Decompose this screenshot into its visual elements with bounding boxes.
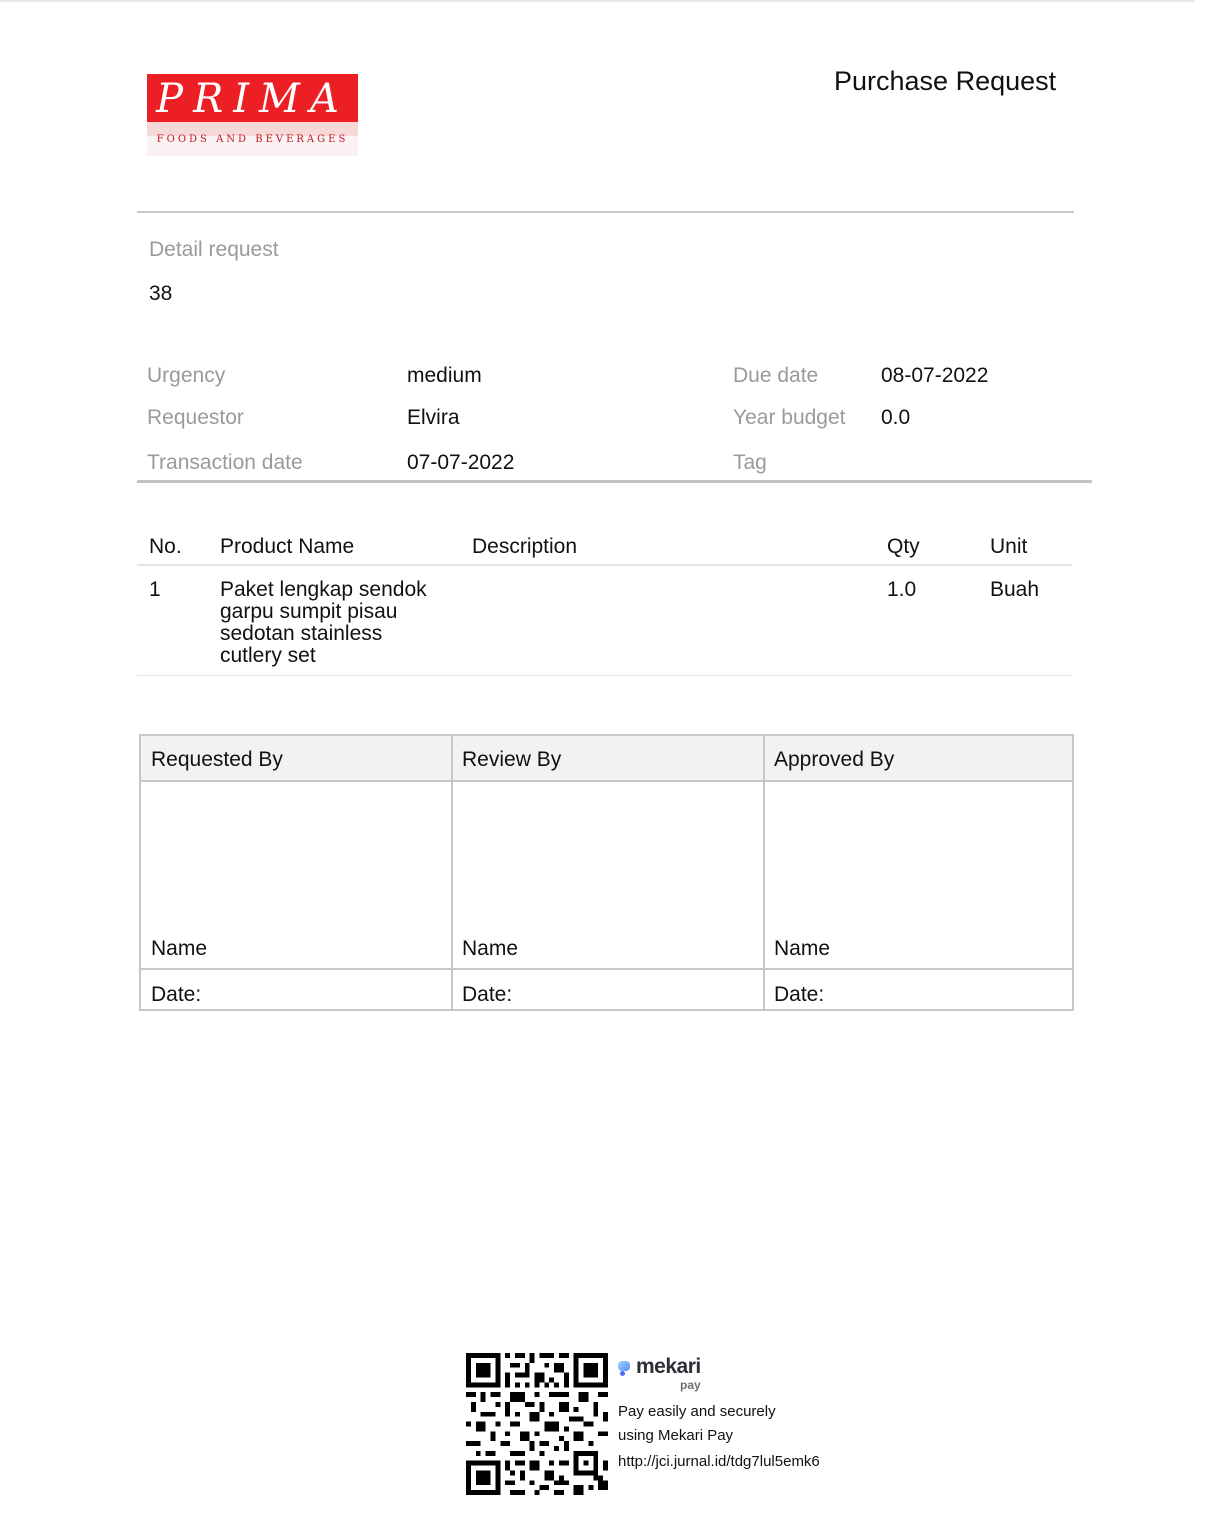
year-budget-label: Year budget [733,406,846,429]
top-border [0,0,1195,2]
logo-text: PRIMA [156,76,349,122]
column-header-product-name: Product Name [220,535,355,558]
signature-date-divider [141,968,1072,970]
tag-label: Tag [733,451,767,474]
mekari-pay-logo [618,1357,718,1393]
signature-table [139,734,1074,1011]
detail-request-value: 38 [149,282,173,305]
column-header-no: No. [149,535,182,558]
requestor-label: Requestor [147,406,244,429]
due-date-value: 08-07-2022 [881,364,989,387]
mekari-logo-dot [620,1371,625,1376]
mekari-brand-sub: pay [680,1378,701,1392]
row-qty: 1.0 [887,578,917,601]
review-by-name-label: Name [462,937,519,960]
column-header-description: Description [472,535,578,558]
table-row-divider [137,675,1072,676]
transaction-date-label: Transaction date [147,451,303,474]
year-budget-value: 0.0 [881,406,911,429]
mekari-brand: mekari [636,1355,701,1378]
pay-info-line1: Pay easily and securely [618,1403,776,1420]
payment-qr-code[interactable] [466,1353,608,1495]
table-header-divider [137,564,1072,566]
fields-divider [137,480,1092,483]
product-name-line: cutlery set [220,644,316,667]
requested-by-date-label: Date: [151,983,202,1006]
transaction-date-value: 07-07-2022 [407,451,515,474]
urgency-label: Urgency [147,364,226,387]
requestor-value: Elvira [407,406,460,429]
payment-link[interactable]: http://jci.jurnal.id/tdg7lul5emk6 [618,1453,820,1470]
header-divider [137,211,1074,213]
requested-by-header: Requested By [151,748,283,771]
urgency-value: medium [407,364,482,387]
column-header-qty: Qty [887,535,920,558]
pay-info-line2: using Mekari Pay [618,1427,734,1444]
company-logo [147,74,358,156]
document-title: Purchase Request [834,66,1057,96]
row-unit: Buah [990,578,1040,601]
review-by-date-label: Date: [462,983,513,1006]
approved-by-name-label: Name [774,937,831,960]
product-name-line: sedotan stainless [220,622,383,645]
product-name-line: garpu sumpit pisau [220,600,398,623]
approved-by-header: Approved By [774,748,895,771]
row-no: 1 [149,578,161,601]
row-product-name [220,579,470,667]
logo-subtext: FOODS AND BEVERAGES [156,134,349,145]
due-date-label: Due date [733,364,819,387]
mekari-logo-mark [618,1361,630,1371]
detail-request-label: Detail request [149,238,279,261]
approved-by-date-label: Date: [774,983,825,1006]
product-name-line: Paket lengkap sendok [220,578,427,601]
requested-by-name-label: Name [151,937,208,960]
review-by-header: Review By [462,748,562,771]
column-header-unit: Unit [990,535,1028,558]
